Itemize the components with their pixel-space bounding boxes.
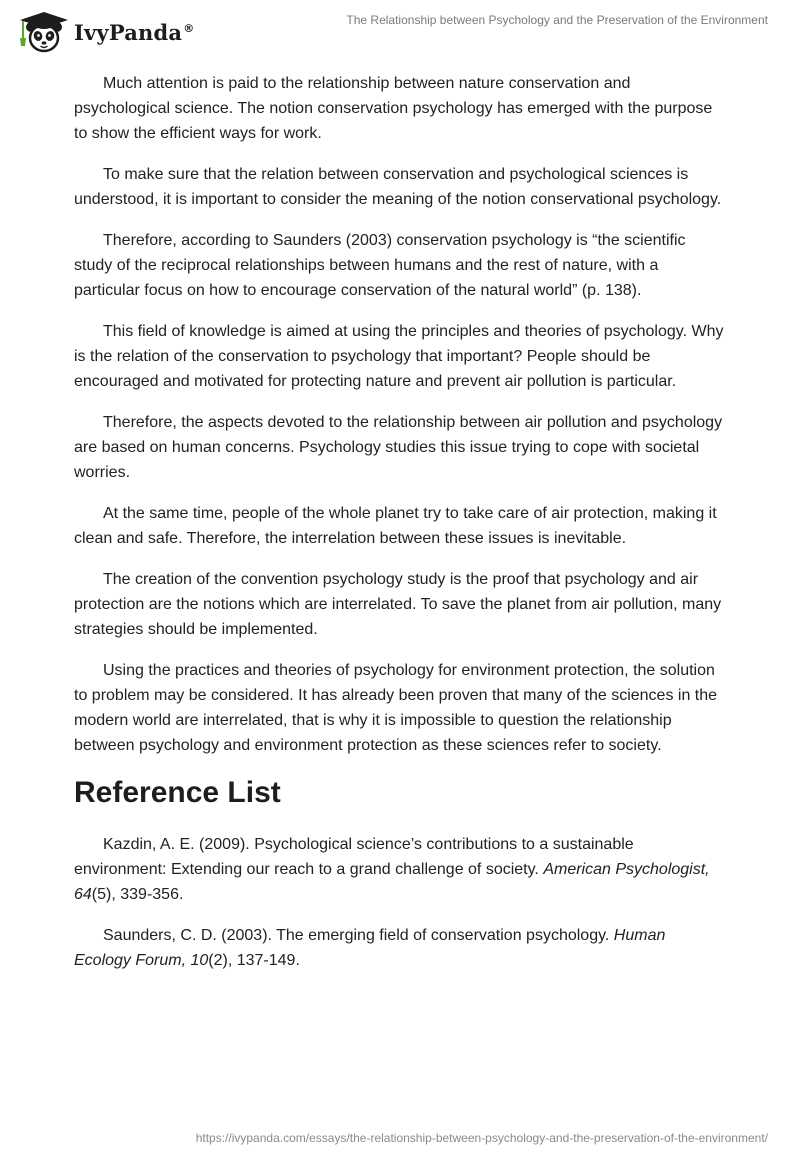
reference-journal: Human Ecology Forum, 10 <box>74 927 666 969</box>
panda-graduate-icon <box>14 10 70 54</box>
source-url-link[interactable]: https://ivypanda.com/essays/the-relationship-between-psychology-and-the-preservation-of-the-environment/ <box>195 1131 768 1145</box>
reference-item-saunders <box>74 923 726 973</box>
reference-issue-pages: (5), 339-356. <box>91 886 184 903</box>
logo-name: IvyPanda <box>74 19 183 45</box>
reference-text: Kazdin, A. E. (2009). Psychological science’s contributions to a sustainable environment: Extending our reach to a grand challenge of society. <box>74 836 634 878</box>
page-header <box>0 0 800 64</box>
registered-mark: ® <box>183 21 195 35</box>
paragraph-6: At the same time, people of the whole planet try to take care of air protection, making it clean and safe. Therefore, the interrelation between these issues is inevitable. <box>74 505 717 547</box>
reference-list-heading: Reference List <box>74 776 281 809</box>
reference-issue-pages: (2), 137-149. <box>208 952 300 969</box>
paragraph-1: Much attention is paid to the relationship between nature conservation and psychological science. The notion conservation psychology has emerged with the purpose to show the efficient ways for work. <box>74 75 713 142</box>
reference-text: Saunders, C. D. (2003). The emerging field of conservation psychology. <box>103 927 614 944</box>
essay-body <box>74 71 726 989</box>
paragraph-4: This field of knowledge is aimed at using the principles and theories of psychology. Why is the relation of the conservation to psychology that important? People should be encouraged and motivated for protecting nature and prevent air pollution is particular. <box>74 323 724 390</box>
paragraph-8: Using the practices and theories of psychology for environment protection, the solution to problem may be considered. It has already been proven that many of the sciences in the modern world are interrelated, that is why it is impossible to question the relationship between psychology and environment protection as these sciences refer to society. <box>74 662 718 754</box>
reference-journal: American Psychologist, 64 <box>74 861 710 903</box>
reference-item-kazdin <box>74 832 726 907</box>
document-title: The Relationship between Psychology and the Preservation of the Environment <box>346 13 768 27</box>
paragraph-7: The creation of the convention psychology study is the proof that psychology and air protection are the notions which are interrelated. To save the planet from air pollution, many strategies should be implemented. <box>74 571 722 638</box>
ivypanda-logo[interactable] <box>14 10 194 54</box>
paragraph-2: To make sure that the relation between conservation and psychological sciences is understood, it is important to consider the meaning of the notion conservational psychology. <box>74 166 722 208</box>
paragraph-5: Therefore, the aspects devoted to the relationship between air pollution and psychology are based on human concerns. Psychology studies this issue trying to cope with societal worries. <box>74 414 723 481</box>
logo-text <box>74 20 194 45</box>
paragraph-3: Therefore, according to Saunders (2003) conservation psychology is “the scientific study of the reciprocal relationships between humans and the rest of nature, with a particular focus on how to encourage conservation of the natural world” (p. 138). <box>74 232 686 299</box>
